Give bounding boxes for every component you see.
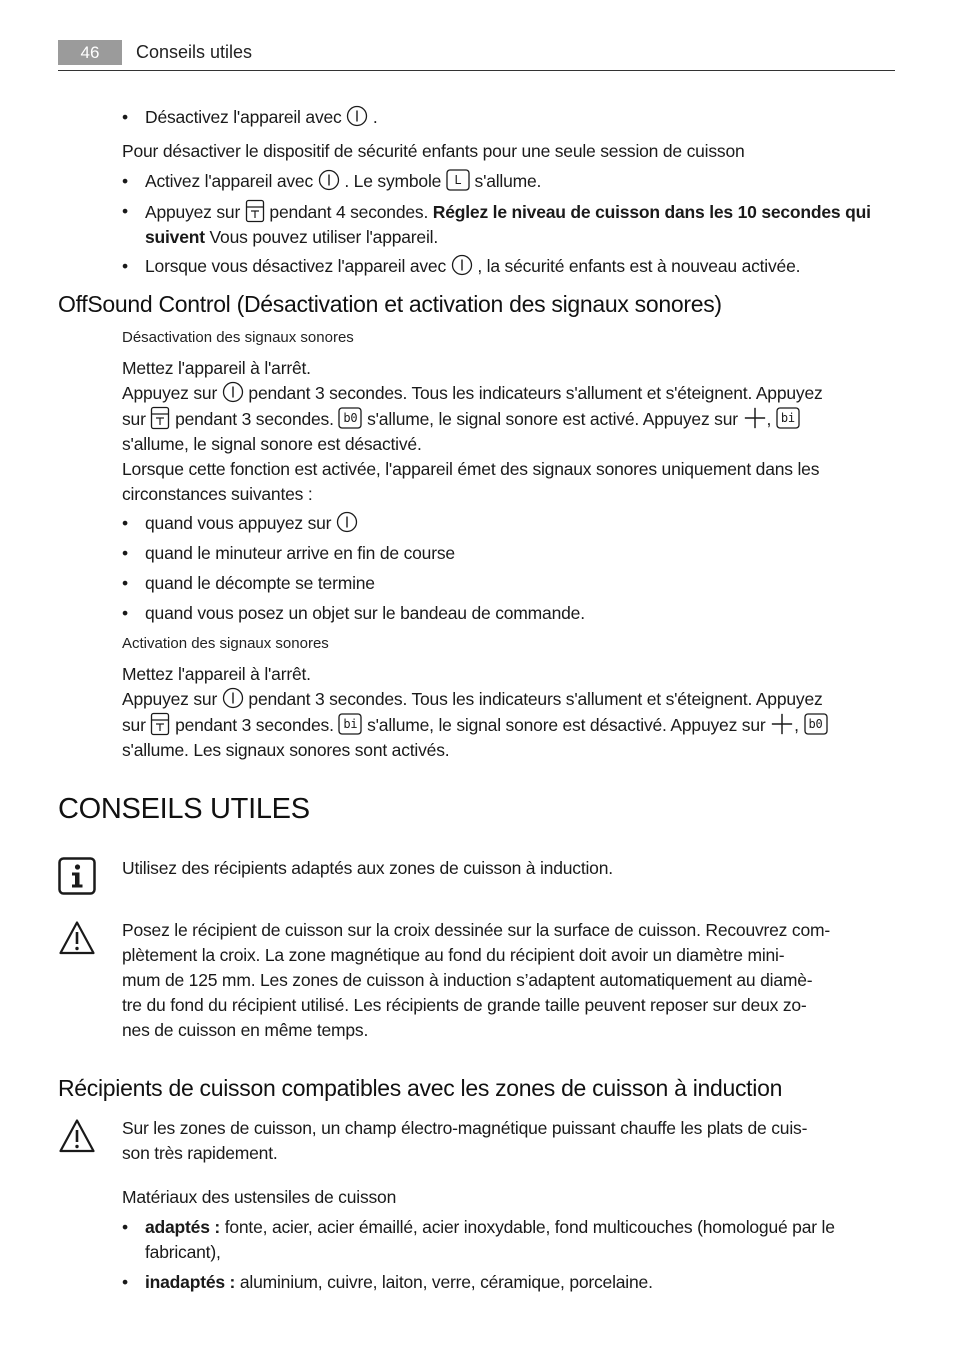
power-icon [222, 687, 244, 709]
deactivation-instructions: Mettez l'appareil à l'arrêt. Appuyez sur pendant 3 secondes. Tous les indicateurs s'allument et s'éteignent. Appuyez sur pendant 3 secondes. b0 s'allume, le signal sonore est activé. Appuyez sur , bi s'allume, le signal sonore est désactivé. Lorsque cette fonction est activée, l'appareil émet des signaux sonores uniquement dans les circonstances suivantes : [122, 358, 823, 504]
chapter-title: CONSEILS UTILES [58, 793, 310, 825]
key-lock-icon [150, 406, 170, 430]
list-item: • quand le minuteur arrive en fin de course [122, 543, 455, 563]
activation-instructions: Mettez l'appareil à l'arrêt. Appuyez sur pendant 3 secondes. Tous les indicateurs s'allument et s'éteignent. Appuyez sur pendant 3 secondes. bi s'allume, le signal sonore est désactivé. Appuyez sur , b0 s'allume. Les signaux sonores sont activés. [122, 662, 894, 763]
sound-on-display-icon: b0 [338, 407, 362, 429]
running-title: Conseils utiles [136, 42, 253, 62]
cookware-warning: Sur les zones de cuisson, un champ électro-magnétique puissant chauffe les plats de cuis- son très rapidement. [122, 1118, 808, 1163]
list-item: • quand vous appuyez sur [122, 511, 892, 536]
materials-heading: Matériaux des ustensiles de cuisson [122, 1187, 397, 1207]
page-header [58, 40, 895, 71]
list-item: • Appuyez sur pendant 4 secondes. Réglez le niveau de cuisson dans les 10 secondes qui suivent Vous pouvez utiliser l'appareil. [122, 201, 871, 247]
power-icon [222, 381, 244, 403]
power-icon [318, 169, 340, 191]
sound-on-display-icon: b0 [804, 713, 828, 735]
key-lock-icon [245, 199, 265, 223]
list-item: • Activez l'appareil avec . Le symbole L s'allume. [122, 171, 542, 191]
list-item: • quand le décompte se termine [122, 573, 375, 593]
info-note: Utilisez des récipients adaptés aux zones de cuisson à induction. [122, 858, 613, 878]
key-lock-icon [150, 712, 170, 736]
list-item: • Désactivez l'appareil avec . [122, 107, 378, 127]
list-item: • inadaptés : aluminium, cuivre, laiton, verre, céramique, porcelaine. [122, 1272, 653, 1292]
plus-icon [770, 712, 794, 736]
warning-note: Posez le récipient de cuisson sur la croix dessinée sur la surface de cuisson. Recouvrez com- plètement la croix. La zone magnétique au fond du récipient doit avoir un diamètre mini- mum de 125 mm. Les zones de cuisson à induction s’adaptent automatiquement au diamè- tre du fond du récipient utilisé. Les récipients de grande taille peuvent reposer sur deux zo- nes de cuisson en même temps. [122, 920, 830, 1040]
warning-icon [58, 1118, 96, 1154]
plus-icon [743, 406, 767, 430]
section-title-cookware: Récipients de cuisson compatibles avec les zones de cuisson à induction [58, 1075, 783, 1101]
list-item: • quand vous posez un objet sur le bandeau de commande. [122, 603, 585, 623]
child-lock-subheading: Pour désactiver le dispositif de sécurité enfants pour une seule session de cuisson [122, 141, 745, 161]
power-icon [346, 105, 368, 127]
activation-label: Activation des signaux sonores [122, 635, 329, 652]
power-icon [451, 254, 473, 276]
sound-off-display-icon: bi [776, 407, 800, 429]
list-item: • Lorsque vous désactivez l'appareil avec , la sécurité enfants est à nouveau activée. [122, 256, 801, 276]
section-title-offsound: OffSound Control (Désactivation et activation des signaux sonores) [58, 291, 722, 317]
page-number: 46 [58, 40, 122, 65]
info-icon [58, 857, 96, 895]
sound-off-display-icon: bi [338, 713, 362, 735]
list-item: • adaptés : fonte, acier, acier émaillé, acier inoxydable, fond multicouches (homologué par le fabricant), [122, 1217, 835, 1262]
lock-display-icon: L [446, 169, 470, 191]
deactivation-label: Désactivation des signaux sonores [122, 329, 354, 346]
warning-icon [58, 920, 96, 956]
power-icon [336, 511, 358, 533]
